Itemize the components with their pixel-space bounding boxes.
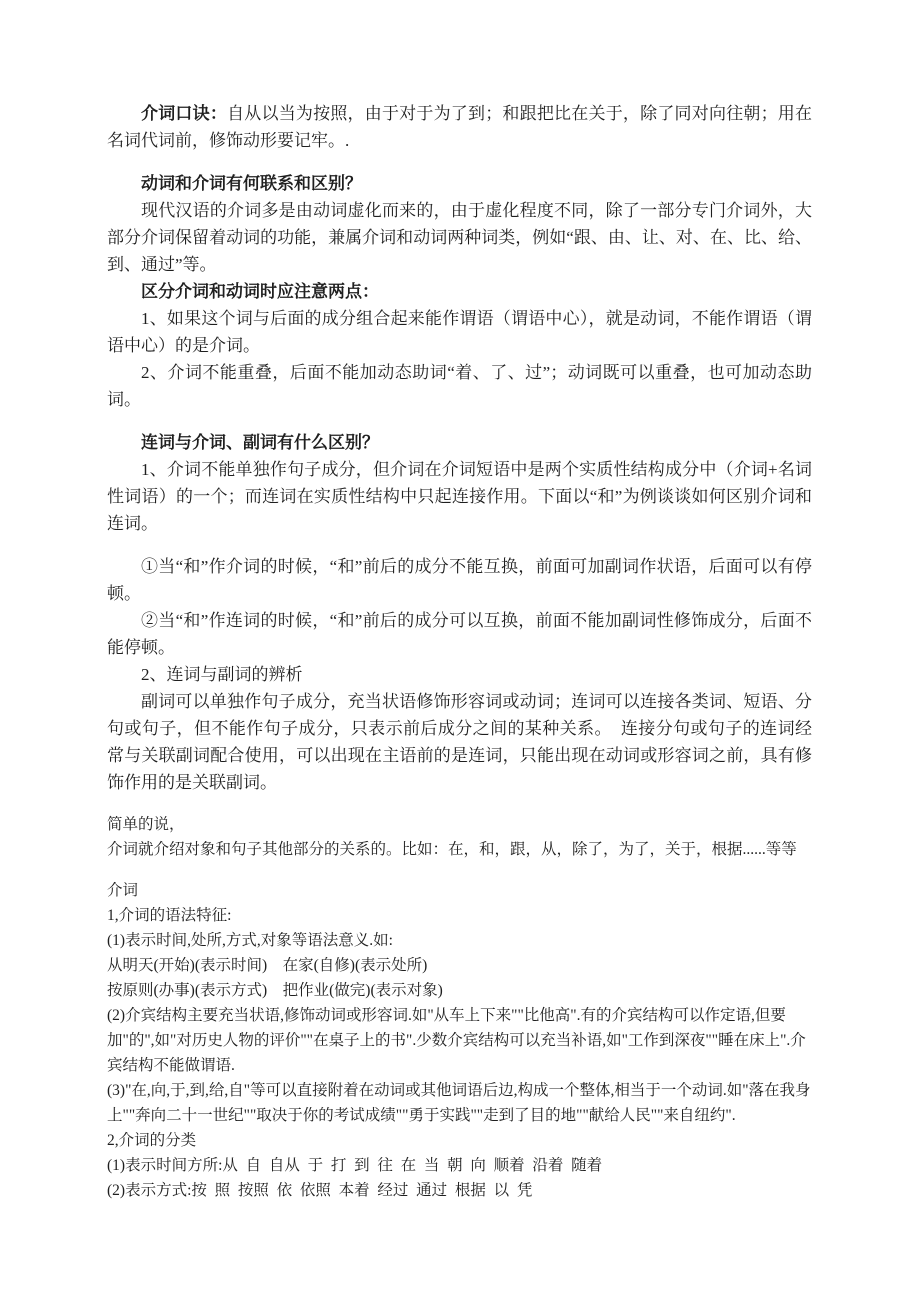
paragraph: 介词 — [107, 882, 139, 899]
paragraph: 现代汉语的介词多是由动词虚化而来的，由于虚化程度不同，除了一部分专门介词外，大部分介词保留着动词的功能，兼属介词和动词两种词类，例如“跟、由、让、对、在、比、给、到、通过”等。 — [107, 201, 812, 274]
paragraph: ①当“和”作介词的时候，“和”前后的成分不能互换，前面可加副词作状语，后面可以有停顿。 — [107, 557, 812, 603]
paragraph: 介词口诀：自从以当为按照，由于对于为了到；和跟把比在关于，除了同对向往朝；用在名词代词前，修饰动形要记牢。. — [107, 104, 813, 150]
paragraph: (2)表示方式:按 照 按照 依 依照 本着 经过 通过 根据 以 凭 — [107, 1182, 533, 1199]
paragraph: 从明天(开始)(表示时间) 在家(自修)(表示处所) — [107, 957, 428, 974]
paragraph-bold-lead: 介词口诀： — [141, 104, 228, 123]
paragraph: (3)"在,向,于,到,给,自"等可以直接附着在动词或其他词语后边,构成一个整体,相当于一个动词.如"落在我身上""奔向二十一世纪""取决于你的考试成绩""勇于实践""走到了目的地""献给人民""来自纽约". — [107, 1082, 811, 1124]
paragraph: (2)介宾结构主要充当状语,修饰动词或形容词.如"从车上下来""比他高".有的介宾结构可以作定语,但要加"的",如"对历史人物的评价""在桌子上的书".少数介宾结构可以充当补语,如"工作到深夜""睡在床上".介宾结构不能做谓语. — [107, 1007, 806, 1074]
paragraph: 1,介词的语法特征: — [107, 907, 232, 924]
paragraph: 2、介词不能重叠，后面不能加动态助词“着、了、过”；动词既可以重叠，也可加动态助词。 — [107, 363, 812, 409]
paragraph: (1)表示时间,处所,方式,对象等语法意义.如: — [107, 932, 393, 949]
section-heading — [107, 170, 812, 197]
paragraph-bold-lead: 连词与介词、副词有什么区别？ — [141, 433, 379, 452]
paragraph-bold-lead: 区分介词和动词时应注意两点： — [141, 282, 379, 301]
document-body — [107, 100, 812, 1203]
paragraph: (1)表示时间方所:从 自 自从 于 打 到 往 在 当 朝 向 顺着 沿着 随着 — [107, 1157, 603, 1174]
paragraph: 1、如果这个词与后面的成分组合起来能作谓语（谓语中心），就是动词，不能作谓语（谓语中心）的是介词。 — [107, 309, 812, 355]
paragraph: 按原则(办事)(表示方式) 把作业(做完)(表示对象) — [107, 982, 443, 999]
paragraph: 2、连词与副词的辨析 — [141, 665, 303, 684]
section-heading — [107, 278, 812, 305]
paragraph: 介词就介绍对象和句子其他部分的关系的。比如：在，和，跟，从，除了，为了，关于，根据......等等 — [107, 841, 797, 858]
paragraph: 副词可以单独作句子成分，充当状语修饰形容词或动词；连词可以连接各类词、短语、分句或句子，但不能作句子成分，只表示前后成分之间的某种关系。 连接分句或句子的连词经常与关联副词配合使用，可以出现在主语前的是连词，只能出现在动词或形容词之前，具有修饰作用的是关联副词。 — [107, 692, 812, 792]
paragraph: 1、介词不能单独作句子成分，但介词在介词短语中是两个实质性结构成分中（介词+名词性词语）的一个；而连词在实质性结构中只起连接作用。下面以“和”为例谈谈如何区别介词和连词。 — [107, 460, 812, 533]
paragraph: 2,介词的分类 — [107, 1132, 197, 1149]
paragraph-spacer — [107, 537, 812, 553]
paragraph-bold-lead: 动词和介词有何联系和区别？ — [141, 174, 362, 193]
paragraph: ②当“和”作连词的时候，“和”前后的成分可以互换，前面不能加副词性修饰成分，后面不能停顿。 — [107, 611, 812, 657]
section-heading — [107, 429, 812, 456]
paragraph: 简单的说， — [107, 816, 185, 833]
paragraph-spacer — [107, 413, 812, 429]
paragraph-spacer — [107, 862, 812, 878]
paragraph-spacer — [107, 154, 812, 170]
paragraph-spacer — [107, 796, 812, 812]
